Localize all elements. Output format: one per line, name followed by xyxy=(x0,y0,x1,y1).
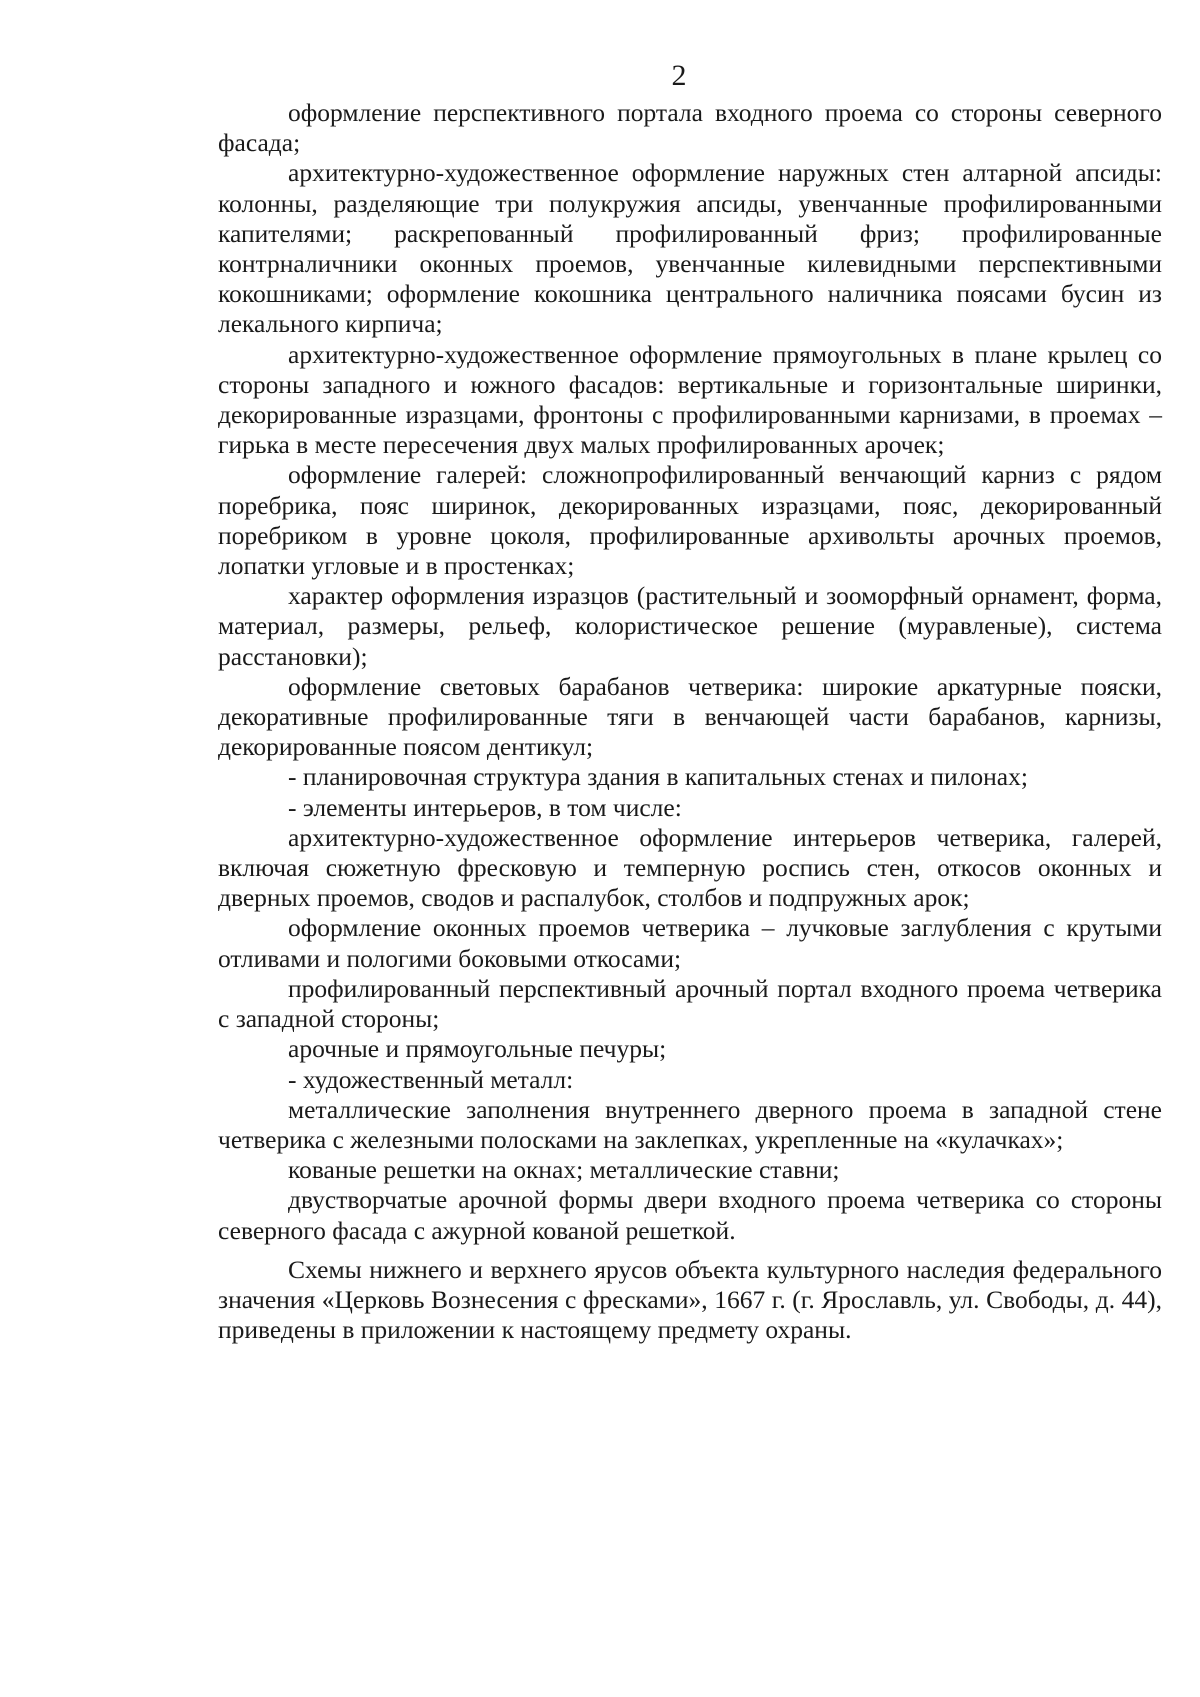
page-number: 2 xyxy=(671,59,687,92)
paragraph-metal-heading: - художественный металл: xyxy=(288,1064,574,1094)
paragraph-portal: оформление перспективного портала входного проема со стороны северного фасада; xyxy=(218,98,1162,158)
paragraph-arched-portal: профилированный перспективный арочный портал входного проема четверика с западной стороны; xyxy=(218,973,1162,1034)
paragraph-window-grilles: кованые решетки на окнах; металлические ставни; xyxy=(288,1155,840,1185)
paragraph-niches: арочные и прямоугольные печуры; xyxy=(288,1034,667,1064)
paragraph-metal-door: металлические заполнения внутреннего дверного проема в западной стене четверика с железными полосками на заклепках, укрепленные на «кулачках»; xyxy=(218,1094,1162,1154)
paragraph-double-doors: двустворчатые арочной формы двери входного проема четверика со стороны северного фасада с ажурной кованой решеткой. xyxy=(218,1185,1162,1245)
paragraph-drums: оформление световых барабанов четверика: широкие аркатурные пояски, декоративные профилированные тяги в венчающей части барабанов, карнизы, декорированные поясом дентикул; xyxy=(218,671,1162,762)
paragraph-galleries: оформление галерей: сложнопрофилированный венчающий карниз с рядом поребрика, пояс ширинок, декорированных изразцами, пояс, декорированный поребриком в уровне цоколя, профилированные архивольты арочных проемов, лопатки угловые и в простенках; xyxy=(218,460,1162,581)
paragraph-tiles: характер оформления изразцов (растительный и зооморфный орнамент, форма, материал, размеры, рельеф, колористическое решение (муравленые), система расстановки); xyxy=(218,581,1162,671)
paragraph-interiors-decoration: архитектурно-художественное оформление интерьеров четверика, галерей, включая сюжетную фресковую и темперную роспись стен, откосов оконных и дверных проемов, сводов и распалубок, столбов и подпружных арок; xyxy=(218,822,1162,913)
paragraph-porches: архитектурно-художественное оформление прямоугольных в плане крылец со стороны западного и южного фасадов: вертикальные и горизонтальные ширинки, декорированные изразцами, фронтоны с профилированными карнизами, в проемах – гирька в месте пересечения двух малых профилированных арочек; xyxy=(218,339,1162,460)
paragraph-plan-structure: - планировочная структура здания в капитальных стенах и пилонах; xyxy=(288,762,1028,792)
paragraph-apse-walls: архитектурно-художественное оформление наружных стен алтарной апсиды: колонны, разделяющие три полукружия апсиды, увенчанные профилированными капителями; раскрепованный профилированный фриз; профилированные контрналичники оконных проемов, увенчанные килевидными перспективными кокошниками; оформление кокошника центрального наличника поясами бусин из лекального кирпича; xyxy=(218,158,1162,339)
paragraph-schemes: Схемы нижнего и верхнего ярусов объекта культурного наследия федерального значения «Церковь Вознесения с фресками», 1667 г. (г. Ярославль, ул. Свободы, д. 44), приведены в приложении к настоящему предмету охраны. xyxy=(218,1254,1162,1345)
document-body xyxy=(218,98,1162,1345)
paragraph-interiors-heading: - элементы интерьеров, в том числе: xyxy=(288,792,682,822)
paragraph-window-openings: оформление оконных проемов четверика – лучковые заглубления с крутыми отливами и пологими боковыми откосами; xyxy=(218,913,1162,973)
